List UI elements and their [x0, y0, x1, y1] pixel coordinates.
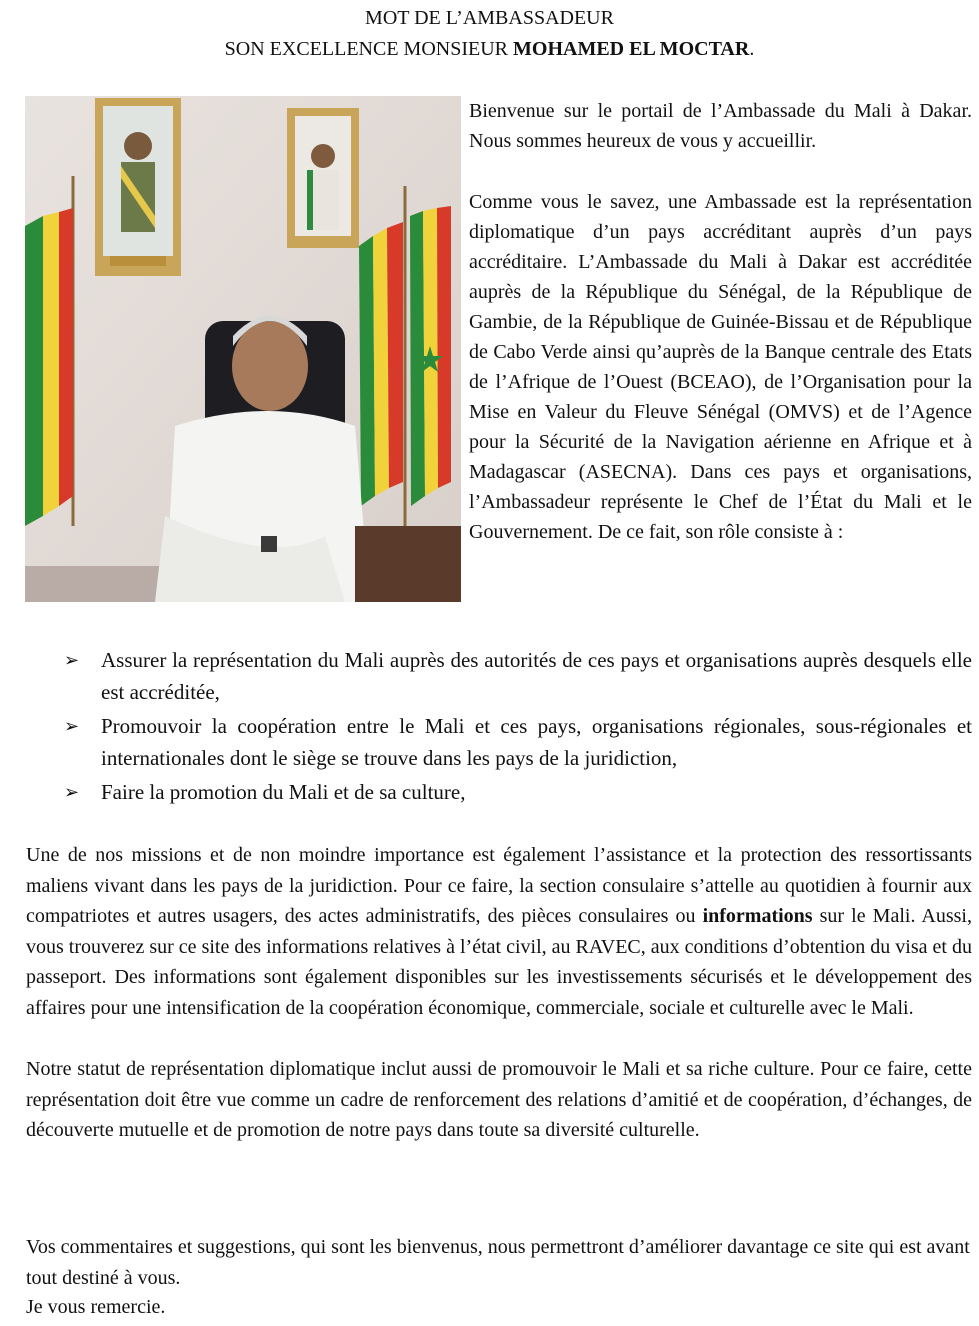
list-item-text: Promouvoir la coopération entre le Mali et ces pays, organisations régionales, sous-régionales et internationales dont le siège se trouve dans les pays de la juridiction, — [101, 714, 972, 770]
embassy-role-paragraph: Comme vous le savez, une Ambassade est la représentation diplomatique d’un pays accréditant auprès d’un pays accréditaire. L’Ambassade du Mali à Dakar est accréditée auprès de la République du Sénégal, de la République de Gambie, de la République de Guinée-Bissau et de République de Cabo Verde ainsi qu’auprès de la Banque centrale des Etats de l’Afrique de l’Ouest (BCEAO), de l’Organisation pour la Mise en Valeur du Fleuve Sénégal (OMVS) et de l’Agence pour la Sécurité de la Navigation aérienne en Afrique et à Madagascar (ASECNA). Dans ces pays et organisations, l’Ambassadeur représente le Chef de l’État du Mali et le Gouvernement. De ce fait, son rôle consiste à : — [469, 191, 972, 543]
closing-paragraph: Vos commentaires et suggestions, qui sont les bienvenus, nous permettront d’améliorer davantage ce site qui est avant tout destiné à vous. — [26, 1236, 970, 1289]
list-item — [60, 710, 972, 774]
heading-line-1: MOT DE L’AMBASSADEUR — [365, 7, 614, 29]
arrow-bullet-icon: ➢ — [64, 650, 80, 670]
list-item-text: Faire la promotion du Mali et de sa culture, — [101, 780, 466, 804]
welcome-paragraph: Bienvenue sur le portail de l’Ambassade du Mali à Dakar. Nous sommes heureux de vous y accueillir. — [469, 100, 972, 152]
signature: Je vous remercie. — [26, 1296, 166, 1318]
role-list — [60, 644, 972, 810]
ambassador-portrait-icon — [25, 96, 461, 602]
missions-text-start: Une de nos missions et de non moindre importance est également l’assistance et la protection des ressortissants maliens vivant dans les pays de la juridiction. Pour ce faire, la section consulaire s’attelle au quotidien à fournir aux compatriotes et autres usagers, des actes administratifs, des pièces consulaires ou — [26, 844, 972, 927]
list-item — [60, 776, 972, 808]
arrow-bullet-icon: ➢ — [64, 782, 80, 802]
missions-bold-word: informations — [702, 905, 813, 927]
arrow-bullet-icon: ➢ — [64, 716, 80, 736]
ambassador-photo — [25, 96, 461, 602]
missions-text-end: sur le Mali. Aussi, vous trouverez sur ce site des informations relatives à l’état civil, au RAVEC, aux conditions d’obtention du visa et du passeport. Des informations sont également disponibles sur les investissements sécurisés et le développement des affaires pour une intensification de la coopération économique, commerciale, sociale et culturelle avec le Mali. — [26, 905, 972, 1019]
intro-text — [469, 96, 972, 547]
list-item — [60, 644, 972, 708]
heading-suffix: . — [749, 38, 755, 60]
missions-paragraph — [26, 840, 972, 1023]
list-item-text: Assurer la représentation du Mali auprès des autorités de ces pays et organisations auprès desquels elle est accréditée, — [101, 648, 972, 704]
heading-prefix: SON EXCELLENCE MONSIEUR — [224, 38, 514, 60]
heading-line-2 — [0, 36, 979, 62]
ambassador-name: MOHAMED EL MOCTAR — [513, 38, 750, 60]
culture-paragraph: Notre statut de représentation diplomatique inclut aussi de promouvoir le Mali et sa riche culture. Pour ce faire, cette représentation doit être vue comme un cadre de renforcement des relations d’amitié et de coopération, d’échanges, de découverte mutuelle et de promotion de notre pays dans toute sa diversité culturelle. — [26, 1058, 972, 1141]
